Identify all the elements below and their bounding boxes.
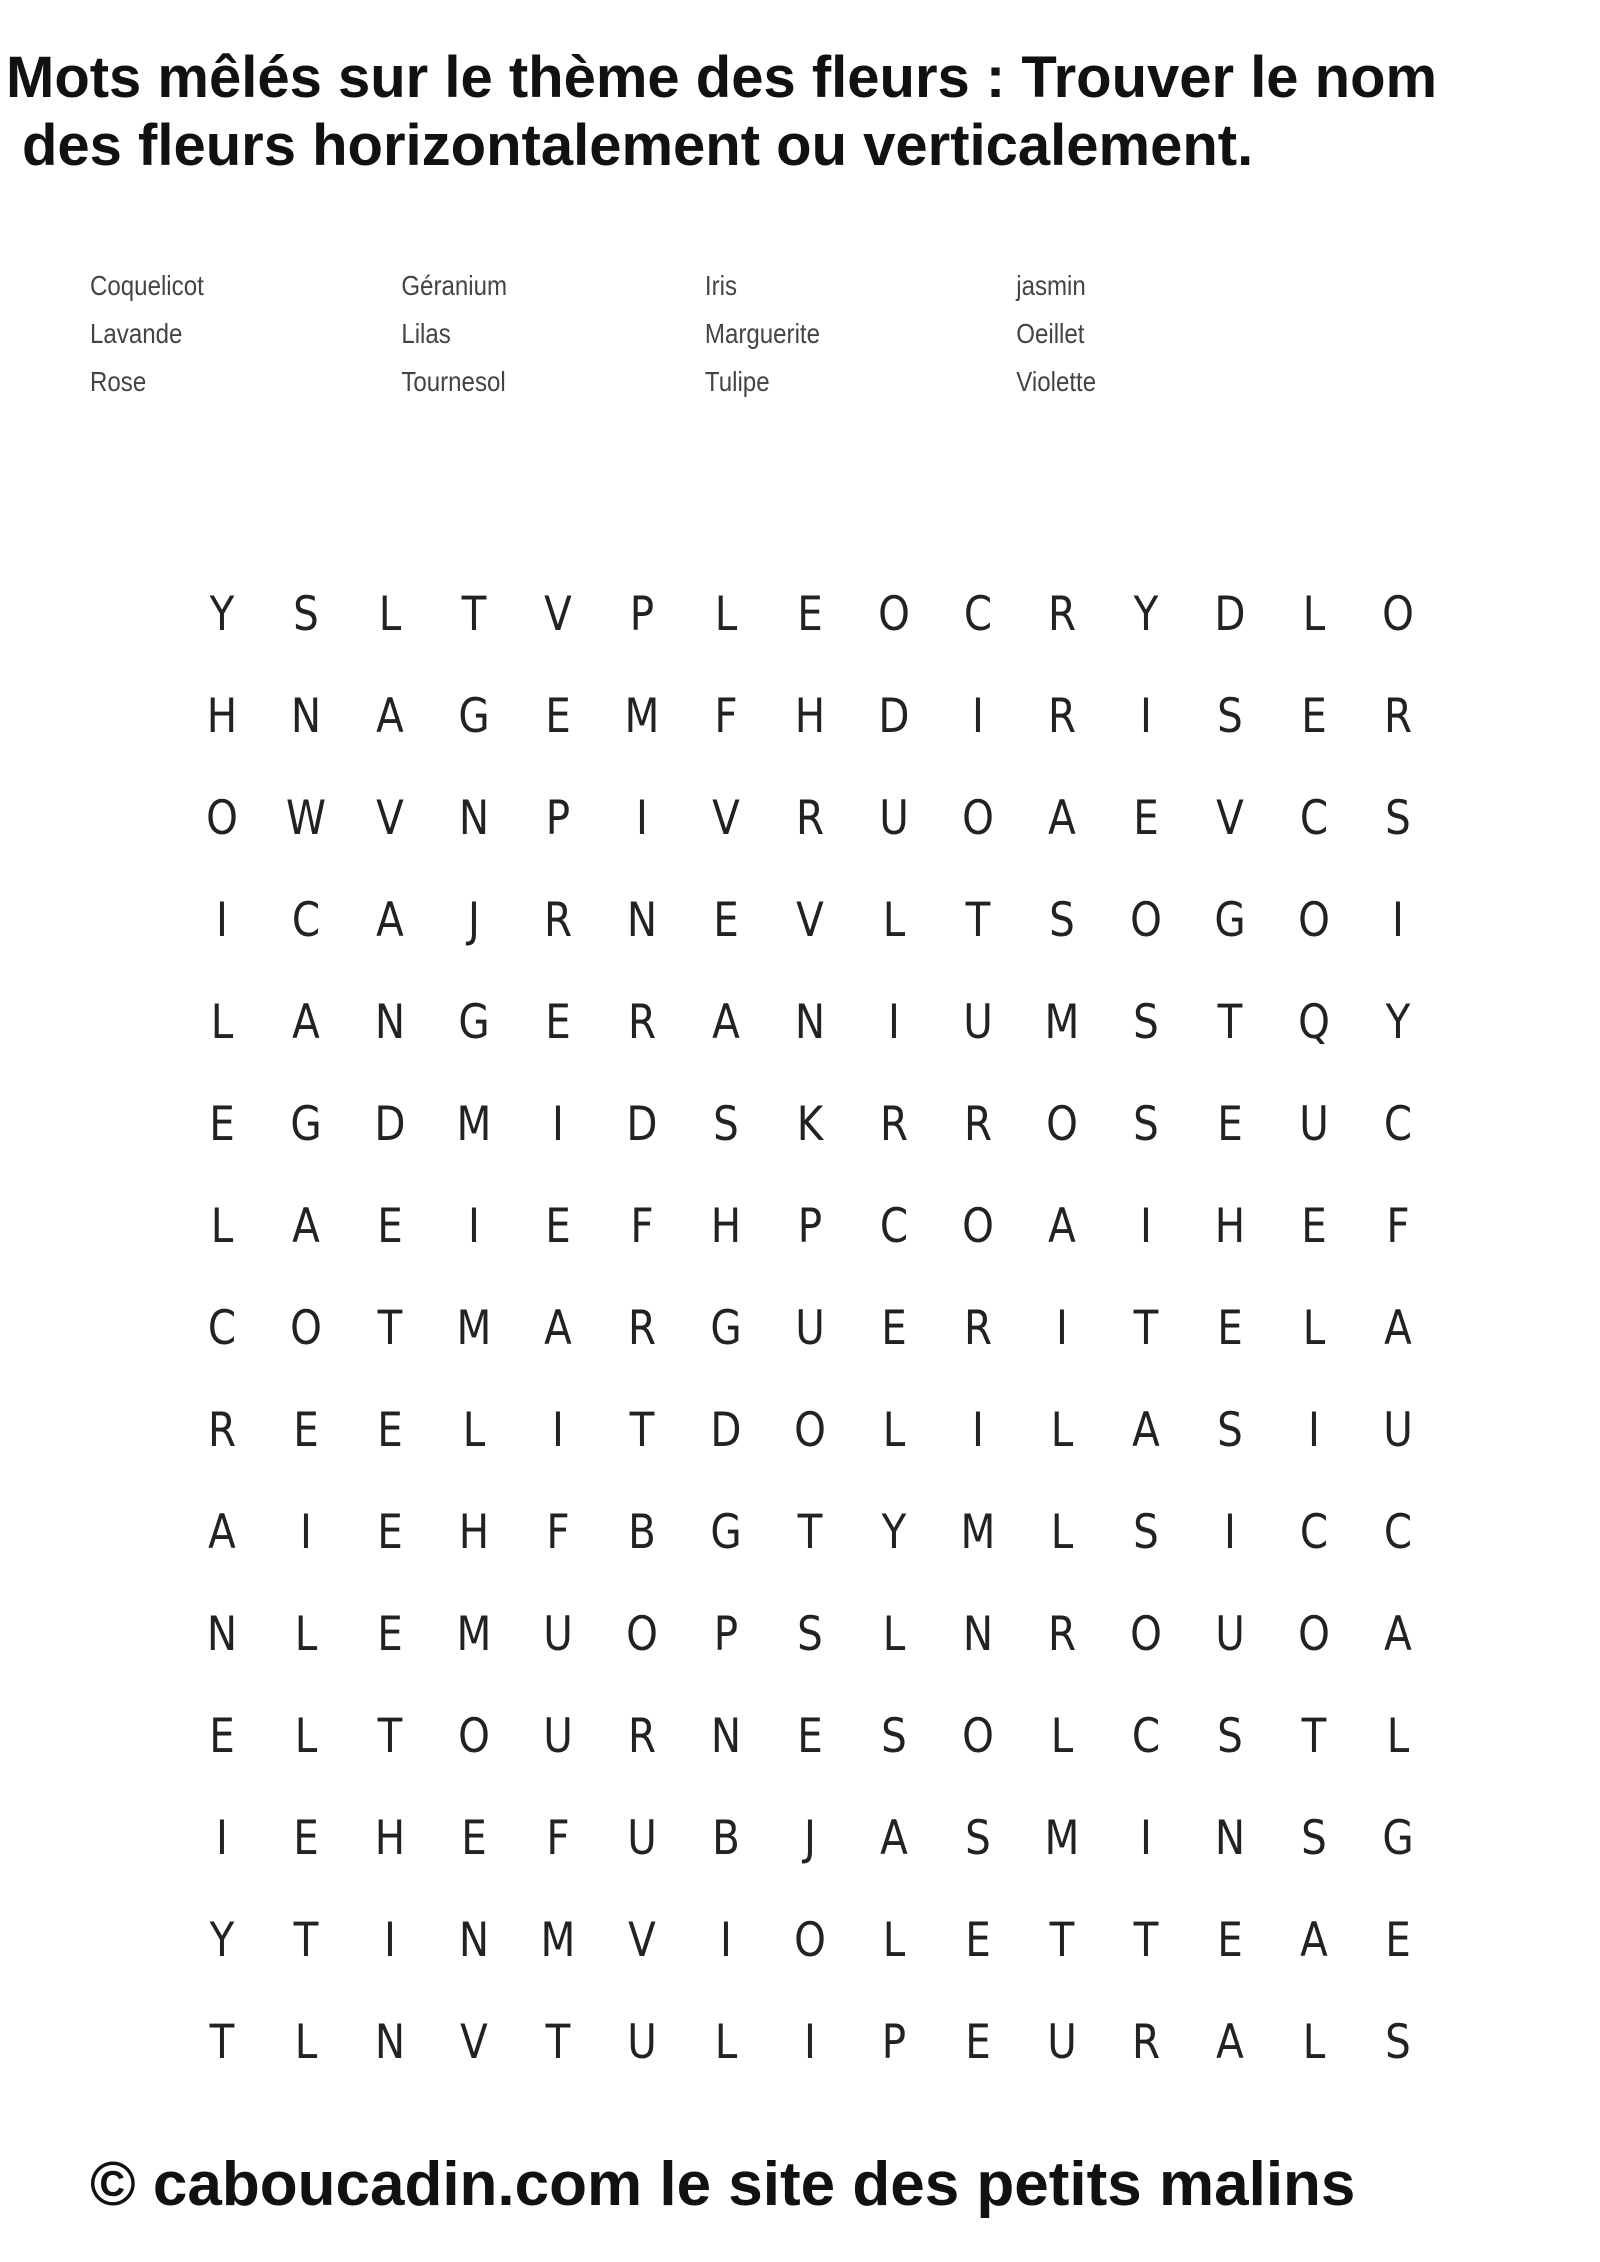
grid-cell[interactable]: E [209, 1709, 235, 1764]
grid-cell[interactable]: G [1382, 1811, 1414, 1866]
grid-cell[interactable]: G [458, 995, 490, 1050]
grid-cell[interactable]: C [1299, 791, 1329, 846]
grid-cell[interactable]: S [1217, 1709, 1243, 1764]
grid-cell[interactable]: I [972, 1403, 984, 1458]
grid-cell[interactable]: L [1050, 1403, 1074, 1458]
grid-cell[interactable]: R [1047, 689, 1077, 744]
grid-cell[interactable]: C [879, 1199, 909, 1254]
grid-cell[interactable]: T [377, 1709, 403, 1764]
grid-cell[interactable]: O [794, 1913, 826, 1968]
grid-cell[interactable]: V [1216, 791, 1244, 846]
grid-cell[interactable]: G [710, 1505, 742, 1560]
grid-cell[interactable]: S [1133, 995, 1159, 1050]
grid-cell[interactable]: T [1217, 995, 1243, 1050]
grid-cell[interactable]: E [377, 1505, 403, 1560]
grid-cell[interactable]: A [1132, 1403, 1160, 1458]
word-item: Tulipe [704, 366, 770, 397]
grid-cell[interactable]: M [540, 1913, 576, 1968]
grid-cell[interactable]: E [1301, 689, 1327, 744]
grid-cell[interactable]: M [1044, 995, 1080, 1050]
grid-cell[interactable]: S [881, 1709, 907, 1764]
grid-cell[interactable]: Y [881, 1505, 907, 1560]
grid-cell[interactable]: S [965, 1811, 991, 1866]
grid-cell[interactable]: E [713, 893, 739, 948]
grid-cell[interactable]: O [1382, 587, 1414, 642]
grid-cell[interactable]: U [795, 1301, 825, 1356]
grid-cell[interactable]: E [377, 1607, 403, 1662]
grid-cell[interactable]: S [713, 1097, 739, 1152]
grid-cell[interactable]: T [545, 2015, 571, 2070]
grid-cell[interactable]: R [1383, 689, 1413, 744]
grid-cell[interactable]: N [374, 2015, 406, 2070]
grid-cell[interactable]: A [1048, 791, 1076, 846]
grid-cell[interactable]: E [1133, 791, 1159, 846]
grid-cell[interactable]: R [1047, 1607, 1077, 1662]
grid-cell[interactable]: I [300, 1505, 312, 1560]
grid-cell[interactable]: G [290, 1097, 322, 1152]
grid-cell[interactable]: O [1298, 893, 1330, 948]
word-item: Coquelicot [90, 270, 204, 301]
grid-cell[interactable]: S [797, 1607, 823, 1662]
grid-cell[interactable]: L [210, 1199, 234, 1254]
grid-cell[interactable]: I [1140, 1199, 1152, 1254]
grid-cell[interactable]: T [1049, 1913, 1075, 1968]
grid-cell[interactable]: E [797, 1709, 823, 1764]
grid-cell[interactable]: V [544, 587, 572, 642]
grid-cell[interactable]: M [456, 1097, 492, 1152]
grid-cell[interactable]: U [627, 1811, 657, 1866]
grid-cell[interactable]: E [1385, 1913, 1411, 1968]
grid-cell[interactable]: E [377, 1403, 403, 1458]
word-item: Rose [90, 366, 147, 397]
grid-cell[interactable]: S [1217, 1403, 1243, 1458]
grid-cell[interactable]: A [208, 1505, 236, 1560]
grid-cell[interactable]: R [627, 1709, 657, 1764]
title-line-2: des fleurs horizontalement ou verticalement. [22, 113, 1254, 178]
grid-cell[interactable]: L [1386, 1709, 1410, 1764]
grid-cell[interactable]: I [468, 1199, 480, 1254]
grid-cell[interactable]: O [290, 1301, 322, 1356]
grid-cell[interactable]: F [546, 1811, 570, 1866]
grid-cell[interactable]: E [545, 1199, 571, 1254]
grid-cell[interactable]: D [878, 689, 910, 744]
word-list [90, 262, 1208, 406]
grid-cell[interactable]: E [293, 1403, 319, 1458]
grid-cell[interactable]: S [1133, 1097, 1159, 1152]
grid-cell[interactable]: L [294, 1709, 318, 1764]
grid-cell[interactable]: L [378, 587, 402, 642]
grid-cell[interactable]: T [1301, 1709, 1327, 1764]
grid-cell[interactable]: C [1131, 1709, 1161, 1764]
grid-cell[interactable]: N [206, 1607, 238, 1662]
grid-cell[interactable]: U [879, 791, 909, 846]
grid-cell[interactable]: L [882, 1913, 906, 1968]
grid-cell[interactable]: Y [209, 587, 235, 642]
grid-cell[interactable]: A [376, 893, 404, 948]
grid-cell[interactable]: U [1383, 1403, 1413, 1458]
grid-cell[interactable]: O [206, 791, 238, 846]
grid-cell[interactable]: A [292, 1199, 320, 1254]
grid-cell[interactable]: I [1140, 1811, 1152, 1866]
grid-cell[interactable]: E [1301, 1199, 1327, 1254]
page-title [6, 44, 1600, 180]
grid-cell[interactable]: E [1217, 1097, 1243, 1152]
grid-cell[interactable]: L [882, 893, 906, 948]
grid-cell[interactable]: F [546, 1505, 570, 1560]
grid-cell[interactable]: A [1216, 2015, 1244, 2070]
grid-cell[interactable]: C [1383, 1505, 1413, 1560]
grid-cell[interactable]: P [545, 791, 571, 846]
grid-cell[interactable]: N [794, 995, 826, 1050]
grid-cell[interactable]: L [294, 1607, 318, 1662]
grid-cell[interactable]: O [1046, 1097, 1078, 1152]
grid-cell[interactable]: C [963, 587, 993, 642]
grid-cell[interactable]: D [626, 1097, 658, 1152]
grid-cell[interactable]: E [545, 995, 571, 1050]
grid-cell[interactable]: R [963, 1301, 993, 1356]
grid-cell[interactable]: T [965, 893, 991, 948]
grid-cell[interactable]: A [292, 995, 320, 1050]
grid-cell[interactable]: H [206, 689, 238, 744]
grid-cell[interactable]: P [629, 587, 655, 642]
grid-cell[interactable]: A [1384, 1301, 1412, 1356]
grid-cell[interactable]: B [712, 1811, 740, 1866]
grid-cell[interactable]: I [552, 1097, 564, 1152]
grid-cell[interactable]: I [384, 1913, 396, 1968]
grid-cell[interactable]: S [1049, 893, 1075, 948]
grid-cell[interactable]: I [636, 791, 648, 846]
letter-grid [180, 575, 1440, 2105]
grid-cell[interactable]: O [962, 791, 994, 846]
grid-cell[interactable]: S [1133, 1505, 1159, 1560]
word-item: Iris [704, 270, 738, 301]
grid-cell[interactable]: A [544, 1301, 572, 1356]
grid-cell[interactable]: O [458, 1709, 490, 1764]
grid-cell[interactable]: S [1385, 2015, 1411, 2070]
grid-cell[interactable]: F [1386, 1199, 1410, 1254]
grid-cell[interactable]: I [972, 689, 984, 744]
word-item: Violette [1016, 366, 1097, 397]
grid-cell[interactable]: U [543, 1607, 573, 1662]
grid-cell[interactable]: C [207, 1301, 237, 1356]
grid-cell[interactable]: D [710, 1403, 742, 1458]
grid-cell[interactable]: W [286, 791, 326, 846]
word-item: Géranium [401, 270, 508, 301]
grid-cell[interactable]: R [207, 1403, 237, 1458]
grid-cell[interactable]: K [796, 1097, 824, 1152]
grid-cell[interactable]: T [461, 587, 487, 642]
grid-cell[interactable]: N [710, 1709, 742, 1764]
grid-cell[interactable]: E [461, 1811, 487, 1866]
grid-cell[interactable]: V [712, 791, 740, 846]
grid-cell[interactable]: N [458, 1913, 490, 1968]
grid-cell[interactable]: O [962, 1709, 994, 1764]
grid-cell[interactable]: R [1131, 2015, 1161, 2070]
grid-cell[interactable]: L [462, 1403, 486, 1458]
grid-cell[interactable]: A [1300, 1913, 1328, 1968]
grid-cell[interactable]: O [626, 1607, 658, 1662]
title-line-1: Mots mêlés sur le thème des fleurs : Trouver le nom [6, 45, 1438, 110]
grid-cell[interactable]: U [963, 995, 993, 1050]
grid-cell[interactable]: V [460, 2015, 488, 2070]
grid-cell[interactable]: H [458, 1505, 490, 1560]
grid-cell[interactable]: E [293, 1811, 319, 1866]
grid-cell[interactable]: R [627, 995, 657, 1050]
grid-cell[interactable]: G [1214, 893, 1246, 948]
grid-cell[interactable]: T [1133, 1301, 1159, 1356]
grid-cell[interactable]: S [1301, 1811, 1327, 1866]
grid-cell[interactable]: R [543, 893, 573, 948]
grid-cell[interactable]: A [1048, 1199, 1076, 1254]
grid-cell[interactable]: I [1140, 689, 1152, 744]
grid-cell[interactable]: E [209, 1097, 235, 1152]
grid-cell[interactable]: A [1384, 1607, 1412, 1662]
grid-cell[interactable]: L [1050, 1709, 1074, 1764]
footer-credit: © caboucadin.com le site des petits malins [90, 2150, 1356, 2219]
grid-cell[interactable]: J [468, 893, 480, 948]
grid-cell[interactable]: U [627, 2015, 657, 2070]
grid-cell[interactable]: E [797, 587, 823, 642]
grid-cell[interactable]: Q [1298, 995, 1330, 1050]
grid-cell[interactable]: H [710, 1199, 742, 1254]
grid-cell[interactable]: L [1302, 587, 1326, 642]
grid-cell[interactable]: V [376, 791, 404, 846]
grid-cell[interactable]: E [1217, 1301, 1243, 1356]
grid-cell[interactable]: B [628, 1505, 656, 1560]
grid-cell[interactable]: L [714, 2015, 738, 2070]
grid-cell[interactable]: N [626, 893, 658, 948]
grid-cell[interactable]: G [458, 689, 490, 744]
grid-cell[interactable]: T [209, 2015, 235, 2070]
grid-cell[interactable]: L [714, 587, 738, 642]
grid-cell[interactable]: T [1133, 1913, 1159, 1968]
grid-cell[interactable]: O [1130, 1607, 1162, 1662]
grid-cell[interactable]: H [374, 1811, 406, 1866]
grid-cell[interactable]: U [1299, 1097, 1329, 1152]
grid-cell[interactable]: U [1047, 2015, 1077, 2070]
grid-cell[interactable]: D [1214, 587, 1246, 642]
grid-cell[interactable]: I [552, 1403, 564, 1458]
word-item: Lilas [401, 318, 451, 349]
grid-cell[interactable]: I [1308, 1403, 1320, 1458]
grid-cell[interactable]: L [1302, 2015, 1326, 2070]
grid-cell[interactable]: E [881, 1301, 907, 1356]
grid-cell[interactable]: O [794, 1403, 826, 1458]
grid-cell[interactable]: M [456, 1607, 492, 1662]
grid-cell[interactable]: O [878, 587, 910, 642]
grid-cell[interactable]: S [293, 587, 319, 642]
word-item: Marguerite [704, 318, 821, 349]
grid-cell[interactable]: N [458, 791, 490, 846]
grid-cell[interactable]: T [629, 1403, 655, 1458]
grid-cell[interactable]: O [1298, 1607, 1330, 1662]
grid-cell[interactable]: L [294, 2015, 318, 2070]
word-item: jasmin [1016, 270, 1086, 301]
grid-cell[interactable]: T [377, 1301, 403, 1356]
grid-cell[interactable]: E [545, 689, 571, 744]
grid-cell[interactable]: L [1050, 1505, 1074, 1560]
grid-cell[interactable]: A [880, 1811, 908, 1866]
grid-cell[interactable]: P [797, 1199, 823, 1254]
grid-cell[interactable]: I [1392, 893, 1404, 948]
grid-cell[interactable]: P [881, 2015, 907, 2070]
grid-cell[interactable]: L [882, 1607, 906, 1662]
grid-cell[interactable]: I [804, 2015, 816, 2070]
grid-cell[interactable]: S [1385, 791, 1411, 846]
grid-cell[interactable]: I [720, 1913, 732, 1968]
grid-cell[interactable]: Y [1133, 587, 1159, 642]
grid-cell[interactable]: E [1217, 1913, 1243, 1968]
grid-cell[interactable]: N [374, 995, 406, 1050]
grid-cell[interactable]: N [290, 689, 322, 744]
grid-cell[interactable]: E [965, 1913, 991, 1968]
grid-cell[interactable]: J [804, 1811, 816, 1866]
grid-cell[interactable]: M [456, 1301, 492, 1356]
grid-cell[interactable]: Y [209, 1913, 235, 1968]
grid-cell[interactable]: L [210, 995, 234, 1050]
word-item: Tournesol [401, 366, 506, 397]
grid-cell[interactable]: N [962, 1607, 994, 1662]
grid-cell[interactable]: I [1224, 1505, 1236, 1560]
grid-cell[interactable]: T [293, 1913, 319, 1968]
grid-cell[interactable]: D [374, 1097, 406, 1152]
grid-cell[interactable]: A [712, 995, 740, 1050]
grid-cell[interactable]: R [795, 791, 825, 846]
grid-cell[interactable]: M [960, 1505, 996, 1560]
grid-cell[interactable]: I [888, 995, 900, 1050]
grid-cell[interactable]: N [1214, 1811, 1246, 1866]
grid-cell[interactable]: U [1215, 1607, 1245, 1662]
grid-cell[interactable]: C [291, 893, 321, 948]
word-item: Oeillet [1016, 318, 1085, 349]
grid-cell[interactable]: R [627, 1301, 657, 1356]
grid-cell[interactable]: L [1302, 1301, 1326, 1356]
grid-cell[interactable]: O [962, 1199, 994, 1254]
grid-cell[interactable]: H [1214, 1199, 1246, 1254]
grid-cell[interactable]: A [376, 689, 404, 744]
grid-cell[interactable]: C [1383, 1097, 1413, 1152]
grid-cell[interactable]: O [1130, 893, 1162, 948]
grid-cell[interactable]: E [965, 2015, 991, 2070]
grid-cell[interactable]: R [879, 1097, 909, 1152]
grid-cell[interactable]: U [543, 1709, 573, 1764]
grid-cell[interactable]: G [710, 1301, 742, 1356]
grid-cell[interactable]: I [216, 893, 228, 948]
grid-cell[interactable]: R [1047, 587, 1077, 642]
grid-cell[interactable]: P [713, 1607, 739, 1662]
grid-cell[interactable]: F [714, 689, 738, 744]
grid-cell[interactable]: F [630, 1199, 654, 1254]
grid-cell[interactable]: M [624, 689, 660, 744]
grid-cell[interactable]: S [1217, 689, 1243, 744]
word-item: Lavande [90, 318, 183, 349]
grid-cell[interactable]: R [963, 1097, 993, 1152]
grid-cell[interactable]: E [377, 1199, 403, 1254]
grid-cell[interactable]: C [1299, 1505, 1329, 1560]
grid-cell[interactable]: H [794, 689, 826, 744]
grid-cell[interactable]: L [882, 1403, 906, 1458]
grid-cell[interactable]: T [797, 1505, 823, 1560]
grid-cell[interactable]: I [216, 1811, 228, 1866]
grid-cell[interactable]: Y [1385, 995, 1411, 1050]
grid-cell[interactable]: V [796, 893, 824, 948]
grid-cell[interactable]: M [1044, 1811, 1080, 1866]
grid-cell[interactable]: I [1056, 1301, 1068, 1356]
grid-cell[interactable]: V [628, 1913, 656, 1968]
